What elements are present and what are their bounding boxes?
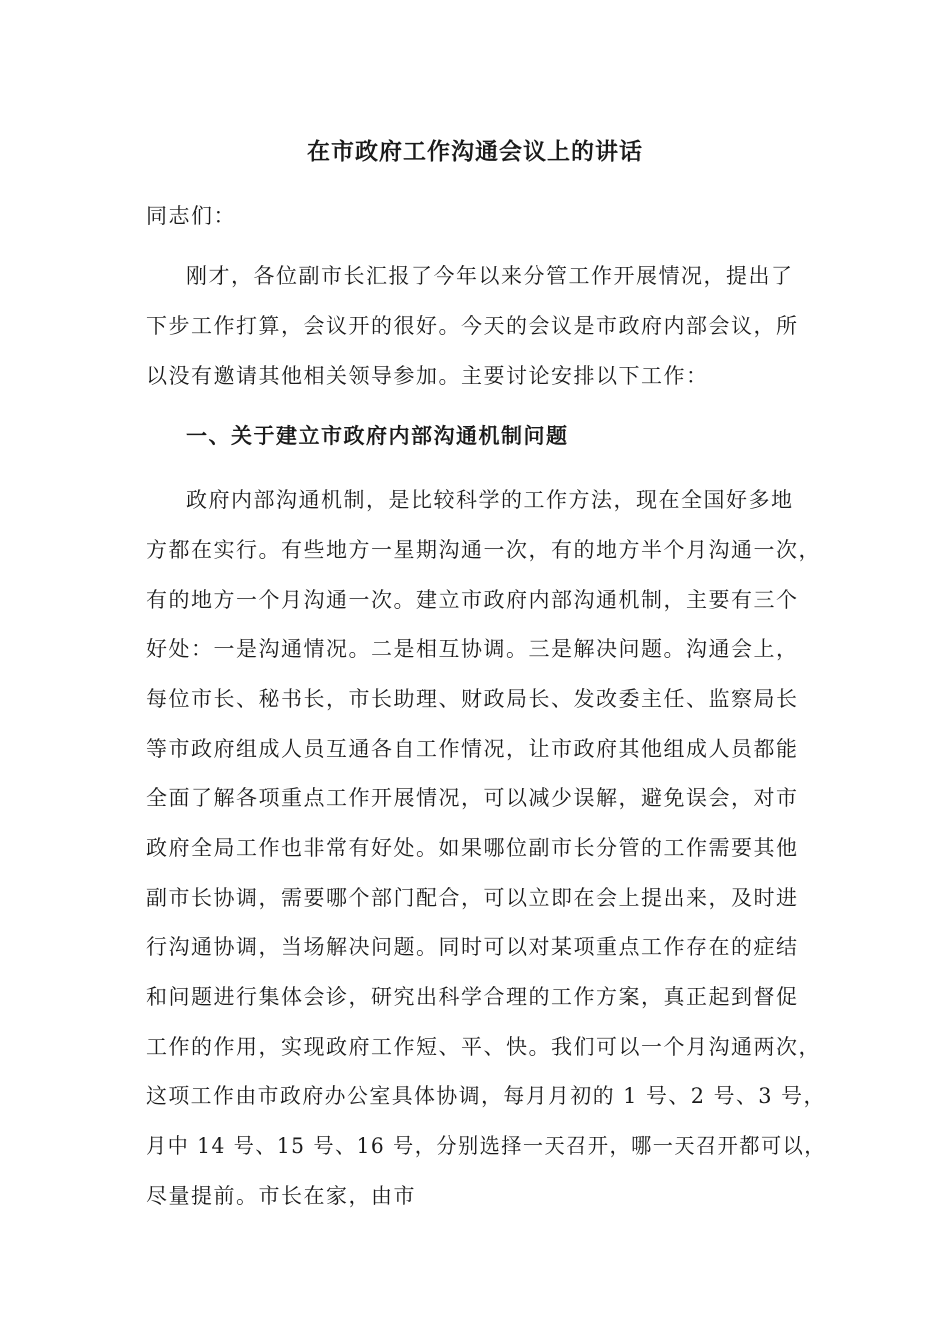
document-title: 在市政府工作沟通会议上的讲话 — [307, 138, 643, 165]
paragraph-2-line-4: 好处：一是沟通情况。二是相互协调。三是解决问题。沟通会上， — [146, 637, 799, 661]
paragraph-2-line-8: 政府全局工作也非常有好处。如果哪位副市长分管的工作需要其他 — [146, 836, 799, 860]
paragraph-2-line-1: 政府内部沟通机制，是比较科学的工作方法，现在全国好多地 — [186, 488, 794, 512]
paragraph-2-line-13: 这项工作由市政府办公室具体协调，每月月初的 1 号、2 号、3 号， — [146, 1084, 826, 1108]
paragraph-1-line-3: 以没有邀请其他相关领导参加。主要讨论安排以下工作： — [146, 364, 709, 388]
paragraph-2-line-6: 等市政府组成人员互通各自工作情况，让市政府其他组成人员都能 — [146, 737, 799, 761]
paragraph-2-line-14: 月中 14 号、15 号、16 号，分别选择一天召开，哪一天召开都可以， — [146, 1134, 826, 1158]
paragraph-2-line-11: 和问题进行集体会诊，研究出科学合理的工作方案，真正起到督促 — [146, 985, 799, 1009]
paragraph-2-line-12: 工作的作用，实现政府工作短、平、快。我们可以一个月沟通两次， — [146, 1035, 821, 1059]
paragraph-2-line-5: 每位市长、秘书长，市长助理、财政局长、发改委主任、监察局长 — [146, 687, 799, 711]
paragraph-2-line-3: 有的地方一个月沟通一次。建立市政府内部沟通机制，主要有三个 — [146, 588, 799, 612]
paragraph-2-line-10: 行沟通协调，当场解决问题。同时可以对某项重点工作存在的症结 — [146, 935, 799, 959]
section-1-heading: 一、关于建立市政府内部沟通机制问题 — [186, 423, 569, 448]
paragraph-2-line-9: 副市长协调，需要哪个部门配合，可以立即在会上提出来，及时进 — [146, 886, 799, 910]
paragraph-1-line-1: 刚才，各位副市长汇报了今年以来分管工作开展情况，提出了 — [186, 264, 794, 288]
paragraph-2-line-7: 全面了解各项重点工作开展情况，可以减少误解，避免误会，对市 — [146, 786, 799, 810]
paragraph-1-line-2: 下步工作打算，会议开的很好。今天的会议是市政府内部会议，所 — [146, 314, 799, 338]
paragraph-2-line-15: 尽量提前。市长在家，由市 — [146, 1184, 416, 1208]
paragraph-2-line-2: 方都在实行。有些地方一星期沟通一次，有的地方半个月沟通一次， — [146, 538, 821, 562]
salutation: 同志们： — [146, 204, 236, 228]
